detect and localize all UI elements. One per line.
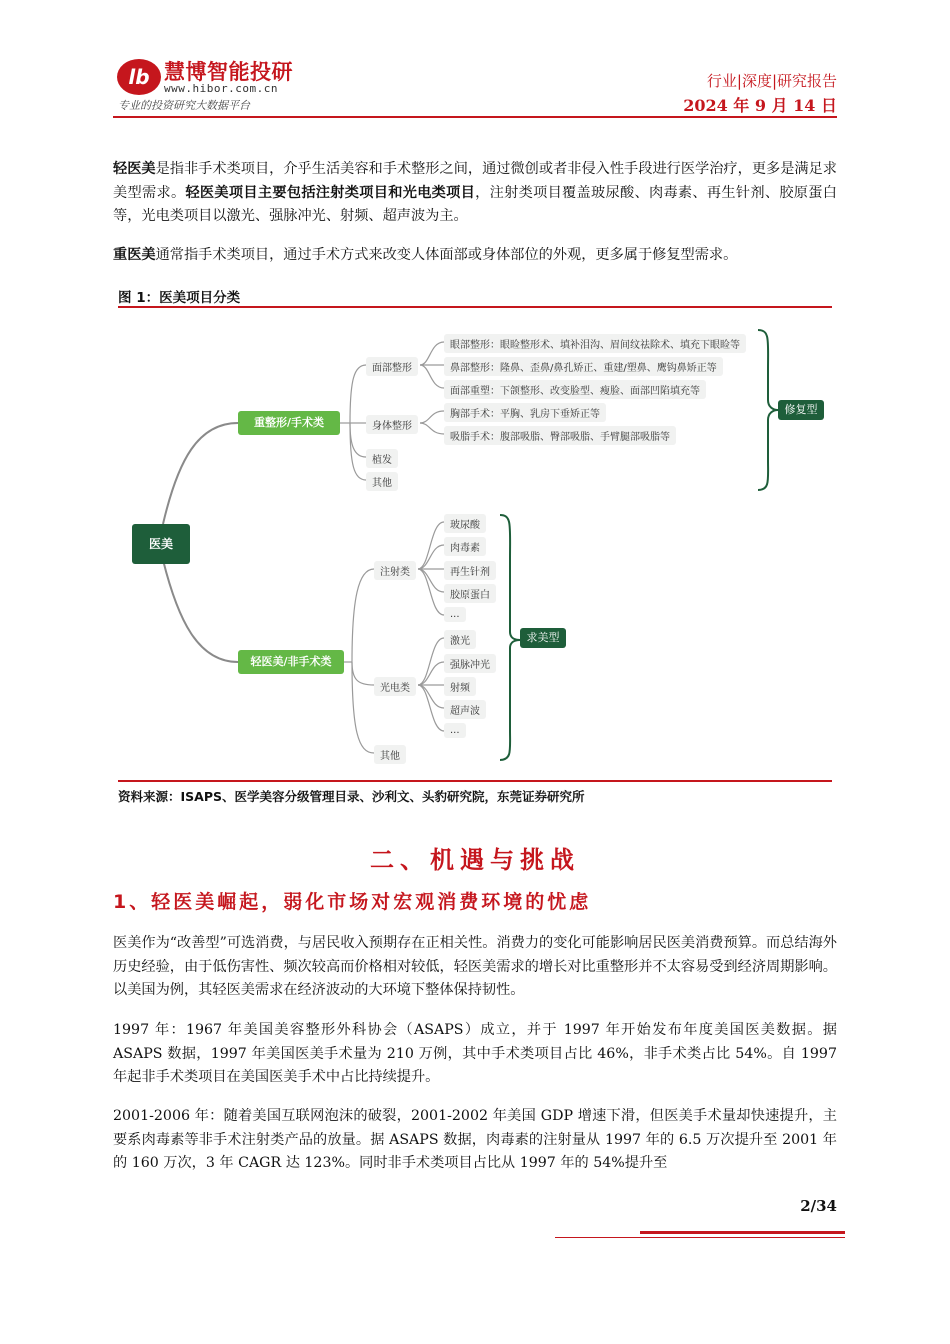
- report-date: 2024 年 9 月 14 日: [683, 96, 837, 115]
- photo-item: 超声波: [444, 700, 486, 719]
- node-repair: 修复型: [778, 400, 824, 420]
- photo-item: ...: [444, 723, 466, 738]
- figure-bottom-rule: [118, 780, 832, 782]
- inject-item: ...: [444, 607, 466, 622]
- report-type: 行业|深度|研究报告: [706, 72, 837, 90]
- figure-top-rule: [118, 306, 832, 308]
- photo-item: 射频: [444, 677, 476, 696]
- logo-mark: lb: [117, 59, 161, 95]
- node-body: 身体整形: [366, 415, 418, 434]
- figure-source: 资料来源：ISAPS、医学美容分级管理目录、沙利文、头豹研究院，东莞证券研究所: [118, 789, 585, 804]
- page-number: 2/34: [800, 1197, 837, 1215]
- section-paragraph-3: 2001-2006 年：随着美国互联网泡沫的破裂，2001-2002 年美国 GDP 增速下滑，但医美手术量却快速提升，主要系肉毒素等非手术注射类产品的放量。据 ASAPS 数据，肉毒素的注射量从 1997 年的 6.5 万次提升至 2001 年的 160 万次，3 年 CAGR 达 123%。同时非手术类项目占比从 1997 年的 54%提升至: [113, 1108, 837, 1171]
- mindmap: [118, 310, 832, 780]
- face-item: 眼部整形：眼睑整形术、填补泪沟、眉间纹祛除术、填充下眼睑等: [444, 334, 746, 353]
- intro-text-a: 是指非手术类项目，介乎生活美容和手术整形之间，通过微创或者非侵入性手段进行医学治疗，更多是满足求美型需求。: [113, 161, 837, 201]
- inject-item: 再生针剂: [444, 561, 496, 580]
- logo-name: 慧博智能投研: [164, 60, 293, 84]
- node-photo: 光电类: [374, 677, 416, 696]
- face-item: 面部重塑：下颌整形、改变脸型、瘦脸、面部凹陷填充等: [444, 380, 706, 399]
- intro-paragraph-2: [113, 244, 837, 268]
- node-beauty: 求美型: [520, 628, 566, 648]
- term-heavy-aesthetics: 重医美: [113, 247, 156, 263]
- header-divider: [113, 116, 837, 118]
- intro-text-b: ，注射类项目覆盖玻尿酸、肉毒素、再生针剂、胶原蛋白等，光电类项目以激光、强脉冲光、射频、超声波为主。: [113, 184, 837, 224]
- inject-item: 肉毒素: [444, 537, 486, 556]
- node-root: 医美: [132, 524, 190, 564]
- node-light: 轻医美/非手术类: [238, 650, 344, 674]
- section-paragraph-2: 1997 年：1967 年美国美容整形外科协会（ASAPS）成立，并于 1997 年开始发布年度美国医美数据。据 ASAPS 数据，1997 年美国医美手术量为 210 万例，其中手术类项目占比 46%，非手术类占比 54%。自 1997 年起非手术类项目在美国医美手术中占比持续提升。: [113, 1022, 837, 1085]
- logo-slogan: 专业的投资研究大数据平台: [118, 99, 250, 112]
- body-item: 吸脂手术：腹部吸脂、臀部吸脂、手臂腿部吸脂等: [444, 426, 676, 445]
- node-implant: 植发: [366, 449, 398, 468]
- node-inject: 注射类: [374, 561, 416, 580]
- intro-paragraph-1: [113, 158, 837, 229]
- intro-text-c: 通常指手术类项目，通过手术方式来改变人体面部或身体部位的外观，更多属于修复型需求。: [155, 247, 738, 263]
- node-face: 面部整形: [366, 357, 418, 376]
- node-other-heavy: 其他: [366, 472, 398, 491]
- photo-item: 激光: [444, 630, 476, 649]
- subsection-title: 1、轻医美崛起，弱化市场对宏观消费环境的忧虑: [113, 891, 592, 913]
- node-heavy: 重整形/手术类: [238, 411, 340, 435]
- inject-item: 玻尿酸: [444, 514, 486, 533]
- footer-rule-thin: [555, 1237, 845, 1238]
- section-paragraph-1: 医美作为“改善型”可选消费，与居民收入预期存在正相关性。消费力的变化可能影响居民医美消费预算。而总结海外历史经验，由于低伤害性、频次较高而价格相对较低，轻医美需求的增长对比重整形并不太容易受到经济周期影响。以美国为例，其轻医美需求在经济波动的大环境下整体保持韧性。: [113, 935, 837, 998]
- section-title: 二、机遇与挑战: [370, 846, 580, 874]
- intro-bold: 轻医美项目主要包括注射类项目和光电类项目: [185, 184, 476, 201]
- logo-url[interactable]: www.hibor.com.cn: [164, 82, 278, 95]
- node-other-light: 其他: [374, 745, 406, 764]
- inject-item: 胶原蛋白: [444, 584, 496, 603]
- face-item: 鼻部整形：隆鼻、歪鼻/鼻孔矫正、重建/塑鼻、鹰钩鼻矫正等: [444, 357, 723, 376]
- term-light-aesthetics: 轻医美: [113, 161, 156, 177]
- body-item: 胸部手术：平胸、乳房下垂矫正等: [444, 403, 606, 422]
- footer-rule-thick: [640, 1231, 845, 1234]
- figure-title: 图 1：医美项目分类: [118, 290, 241, 306]
- photo-item: 强脉冲光: [444, 654, 496, 673]
